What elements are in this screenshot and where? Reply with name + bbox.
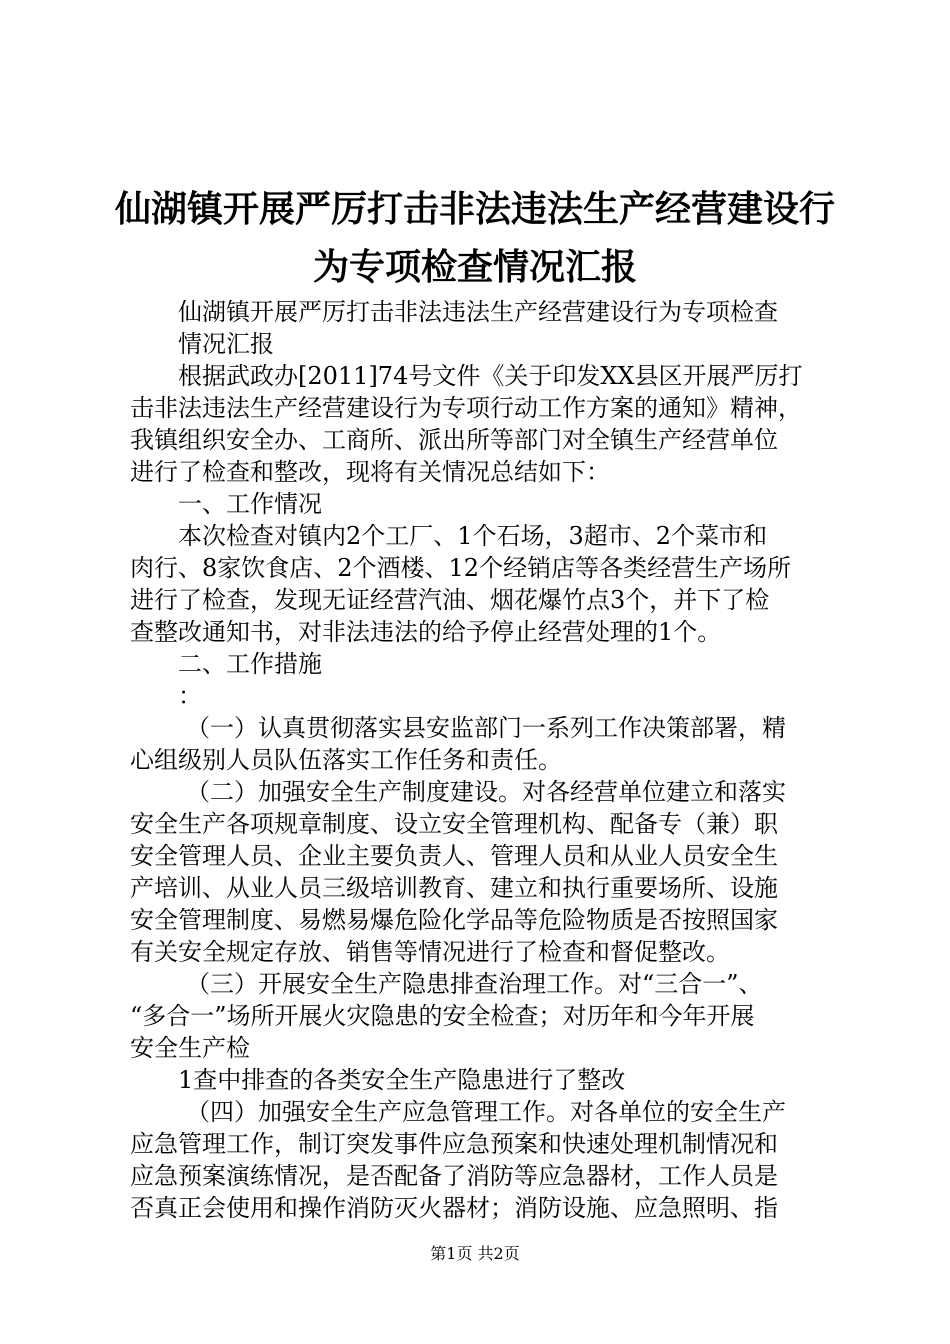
body-line: 有关安全规定存放、销售等情况进行了检查和督促整改。	[130, 938, 730, 966]
body-line: 击非法违法生产经营建设行为专项行动工作方案的通知》精神，	[130, 394, 802, 422]
body-line: 我镇组织安全办、工商所、派出所等部门对全镇生产经营单位	[130, 426, 778, 454]
body-line: 安全生产检	[130, 1034, 250, 1062]
body-line: （三）开展安全生产隐患排查治理工作。对“三合一”、	[186, 970, 763, 998]
body-line: 安全生产各项规章制度、设立安全管理机构、配备专（兼）职	[130, 810, 778, 838]
document-body	[130, 296, 830, 1224]
body-line: 进行了检查，发现无证经营汽油、烟花爆竹点3个，并下了检	[130, 586, 770, 614]
body-line: “多合一”场所开展火灾隐患的安全检查；对历年和今年开展	[130, 1002, 755, 1030]
body-line: 应急管理工作，制订突发事件应急预案和快速处理机制情况和	[130, 1130, 778, 1158]
body-line: （一）认真贯彻落实县安监部门一系列工作决策部署，精	[186, 714, 786, 742]
document-title-line-2: 为专项检查情况汇报	[312, 247, 637, 288]
body-line: 本次检查对镇内2个工厂、1个石场，3超市、2个菜市和	[178, 522, 768, 550]
body-line: 心组级别人员队伍落实工作任务和责任。	[130, 746, 562, 774]
section-heading: 一、工作情况	[178, 490, 322, 518]
body-line: 查整改通知书，对非法违法的给予停止经营处理的1个。	[130, 618, 722, 646]
body-line: 仙湖镇开展严厉打击非法违法生产经营建设行为专项检查	[178, 298, 778, 326]
body-line: 安全管理人员、企业主要负责人、管理人员和从业人员安全生	[130, 842, 778, 870]
body-line: （四）加强安全生产应急管理工作。对各单位的安全生产	[186, 1098, 786, 1126]
body-line: 安全管理制度、易燃易爆危险化学品等危险物质是否按照国家	[130, 906, 778, 934]
body-line: 根据武政办[2011]74号文件《关于印发XX县区开展严厉打	[178, 362, 803, 390]
body-line: ：	[178, 682, 202, 710]
body-line: 肉行、8家饮食店、2个酒楼、12个经销店等各类经营生产场所	[130, 554, 792, 582]
body-line: 产培训、从业人员三级培训教育、建立和执行重要场所、设施	[130, 874, 778, 902]
body-line: 否真正会使用和操作消防灭火器材；消防设施、应急照明、指	[130, 1194, 778, 1222]
body-line: 情况汇报	[178, 330, 274, 358]
page-number-footer: 第1页 共2页	[430, 1244, 520, 1263]
body-line: 应急预案演练情况，是否配备了消防等应急器材，工作人员是	[130, 1162, 778, 1190]
body-line: （二）加强安全生产制度建设。对各经营单位建立和落实	[186, 778, 786, 806]
document-title-line-1: 仙湖镇开展严厉打击非法违法生产经营建设行	[114, 189, 835, 230]
body-line: 进行了检查和整改，现将有关情况总结如下：	[130, 458, 610, 486]
body-line: 1查中排查的各类安全生产隐患进行了整改	[178, 1066, 626, 1094]
section-heading: 二、工作措施	[178, 650, 322, 678]
